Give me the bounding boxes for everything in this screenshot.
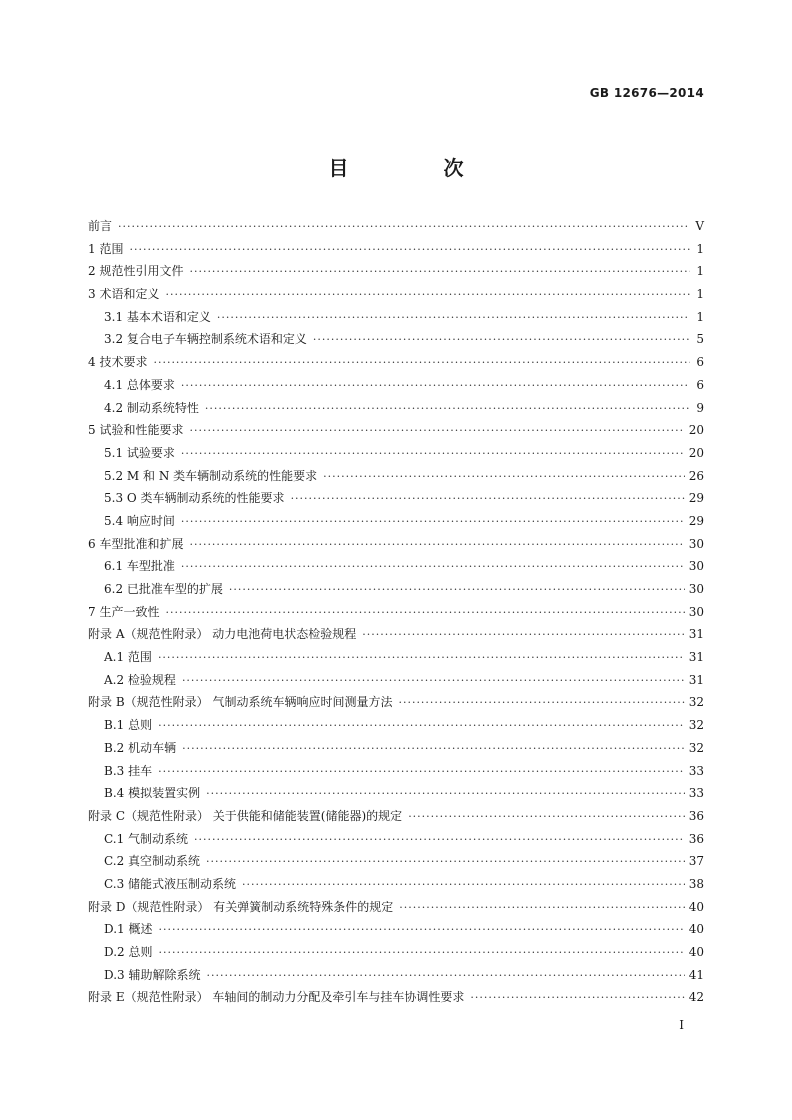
toc-entry-page: 40 [688, 922, 704, 937]
toc-entry-label: B.2 机动车辆 [104, 740, 177, 755]
toc-entry[interactable] [88, 419, 704, 442]
toc-entry-label: 3 术语和定义 [88, 287, 160, 302]
page-title: 目 次 [328, 156, 508, 180]
toc-leader-dots [118, 216, 690, 239]
toc-entry[interactable] [88, 691, 704, 714]
toc-entry-label: 5.4 响应时间 [104, 513, 175, 528]
toc-entry[interactable] [88, 397, 704, 420]
toc-leader-dots [398, 692, 684, 715]
toc-leader-dots [313, 329, 690, 352]
toc-entry[interactable] [88, 714, 704, 737]
toc-leader-dots [399, 897, 684, 920]
toc-leader-dots [189, 261, 690, 284]
toc-entry-label: 6.1 车型批准 [104, 559, 175, 574]
toc-entry[interactable] [88, 351, 704, 374]
toc-entry[interactable] [88, 828, 704, 851]
toc-entry[interactable] [88, 941, 704, 964]
toc-entry-label: A.1 范围 [104, 650, 152, 665]
toc-entry-label: 附录 C（规范性附录） 关于供能和储能装置(储能器)的规定 [88, 808, 403, 823]
toc-leader-dots [323, 466, 685, 489]
toc-entry-label: 6.2 已批准车型的扩展 [104, 582, 223, 596]
toc-leader-dots [189, 534, 684, 557]
toc-entry-page: 26 [688, 468, 704, 483]
toc-entry[interactable] [88, 442, 704, 465]
toc-entry-page: 6 [696, 377, 704, 392]
toc-entry[interactable] [88, 896, 704, 919]
toc-entry-label: A.2 检验规程 [104, 672, 176, 687]
toc-leader-dots [229, 579, 685, 602]
toc-entry-label: 4.1 总体要求 [104, 377, 175, 392]
toc-entry-label: 5.3 O 类车辆制动系统的性能要求 [104, 491, 285, 506]
toc-entry-page: 37 [688, 854, 704, 869]
toc-entry[interactable] [88, 873, 704, 896]
toc-entry-page: 30 [688, 604, 704, 619]
toc-entry-label: 2 规范性引用文件 [88, 264, 184, 279]
toc-entry-page: 9 [696, 400, 704, 415]
toc-entry-label: D.3 辅助解除系统 [104, 967, 201, 982]
toc-entry[interactable] [88, 623, 704, 646]
toc-entry-page: 1 [696, 287, 704, 302]
toc-entry-page: 33 [688, 763, 704, 778]
toc-entry-page: 20 [688, 445, 704, 460]
toc-entry-page: 40 [688, 945, 704, 959]
toc-entry-label: D.2 总则 [104, 945, 153, 959]
toc-entry-label: 附录 E（规范性附录） 车轴间的制动力分配及牵引车与挂车协调性要求 [88, 990, 465, 1005]
toc-entry[interactable] [88, 737, 704, 760]
toc-leader-dots [189, 420, 684, 443]
toc-entry[interactable] [88, 374, 704, 397]
toc-entry-page: 32 [688, 718, 704, 733]
toc-leader-dots [408, 806, 685, 829]
toc-entry-label: 3.2 复合电子车辆控制系统术语和定义 [104, 332, 307, 347]
toc-entry-page: 36 [688, 831, 704, 846]
toc-entry[interactable] [88, 283, 704, 306]
toc-entry[interactable] [88, 601, 704, 624]
toc-entry-label: 附录 B（规范性附录） 气制动系统车辆响应时间测量方法 [88, 695, 393, 710]
toc-entry-page: 31 [688, 672, 704, 687]
toc-entry-page: 41 [688, 967, 704, 982]
page-number: I [679, 1018, 684, 1032]
toc-entry[interactable] [88, 805, 704, 828]
toc-entry[interactable] [88, 215, 704, 238]
toc-entry-label: B.4 模拟装置实例 [104, 786, 201, 801]
toc-leader-dots [158, 761, 685, 784]
toc-entry-page: 38 [688, 876, 704, 891]
toc-leader-dots [206, 851, 685, 874]
toc-entry[interactable] [88, 964, 704, 987]
standard-code: GB 12676—2014 [589, 86, 704, 100]
toc-leader-dots [129, 239, 690, 262]
toc-entry-page: 42 [688, 990, 704, 1005]
toc-entry[interactable] [88, 760, 704, 783]
toc-entry-label: 附录 D（规范性附录） 有关弹簧制动系统特殊条件的规定 [88, 899, 394, 914]
toc-entry-label: 4.2 制动系统特性 [104, 400, 199, 415]
toc-leader-dots [206, 783, 685, 806]
toc-entry-page: 5 [696, 332, 704, 347]
toc-entry-label: C.3 储能式液压制动系统 [104, 876, 237, 891]
toc-leader-dots [217, 307, 690, 330]
toc-leader-dots [206, 965, 684, 988]
toc-entry[interactable] [88, 555, 704, 578]
toc-entry-page: 1 [696, 241, 704, 256]
table-of-contents [88, 215, 704, 1009]
toc-entry-page: 29 [688, 513, 704, 528]
toc-entry[interactable] [88, 850, 704, 873]
toc-entry-page: 1 [696, 264, 704, 279]
toc-leader-dots [182, 670, 685, 693]
toc-leader-dots [181, 556, 685, 579]
toc-entry[interactable] [88, 465, 704, 488]
toc-entry[interactable] [88, 918, 704, 941]
toc-entry-page: 32 [688, 740, 704, 755]
toc-entry-label: 前言 [88, 219, 113, 233]
toc-entry[interactable] [88, 986, 704, 1009]
toc-entry-page: 30 [688, 582, 704, 596]
toc-entry-page: 6 [696, 355, 704, 370]
toc-leader-dots [181, 375, 690, 398]
toc-entry-label: B.1 总则 [104, 718, 153, 733]
toc-entry-label: 5.2 M 和 N 类车辆制动系统的性能要求 [104, 468, 318, 483]
toc-entry-label: B.3 挂车 [104, 763, 153, 778]
toc-leader-dots [153, 352, 690, 375]
toc-leader-dots [181, 443, 685, 466]
toc-entry[interactable] [88, 306, 704, 329]
toc-entry-page: 20 [688, 423, 704, 438]
toc-entry-label: 5 试验和性能要求 [88, 423, 184, 438]
toc-entry[interactable] [88, 533, 704, 556]
toc-entry[interactable] [88, 238, 704, 261]
toc-entry[interactable] [88, 578, 704, 601]
toc-entry-page: 36 [688, 808, 704, 823]
toc-entry-page: 30 [688, 559, 704, 574]
toc-leader-dots [165, 284, 690, 307]
toc-leader-dots [194, 829, 685, 852]
toc-entry-page: 31 [688, 650, 704, 665]
toc-entry[interactable] [88, 510, 704, 533]
toc-entry-page: 31 [688, 627, 704, 642]
toc-entry[interactable] [88, 487, 704, 510]
toc-entry-label: 5.1 试验要求 [104, 445, 175, 460]
toc-entry[interactable] [88, 328, 704, 351]
toc-entry[interactable] [88, 782, 704, 805]
toc-entry-label: 附录 A（规范性附录） 动力电池荷电状态检验规程 [88, 627, 357, 642]
toc-leader-dots [291, 488, 685, 511]
toc-leader-dots [182, 738, 685, 761]
toc-leader-dots [158, 919, 684, 942]
toc-entry-page: V [695, 219, 704, 233]
toc-entry-label: C.1 气制动系统 [104, 831, 189, 846]
toc-entry-label: 7 生产一致性 [88, 604, 160, 619]
toc-entry-page: 30 [688, 536, 704, 551]
toc-entry-page: 33 [688, 786, 704, 801]
toc-entry-page: 40 [688, 899, 704, 914]
toc-leader-dots [181, 511, 685, 534]
toc-leader-dots [158, 942, 684, 965]
toc-entry-label: D.1 概述 [104, 922, 153, 937]
toc-leader-dots [165, 602, 684, 625]
toc-leader-dots [205, 398, 690, 421]
toc-entry-label: 3.1 基本术语和定义 [104, 309, 211, 324]
toc-entry-page: 1 [696, 309, 704, 324]
toc-entry-label: 4 技术要求 [88, 355, 148, 370]
toc-leader-dots [242, 874, 685, 897]
toc-entry-label: 1 范围 [88, 241, 124, 256]
toc-entry-page: 32 [688, 695, 704, 710]
toc-entry[interactable] [88, 260, 704, 283]
toc-leader-dots [158, 715, 685, 738]
toc-entry-label: 6 车型批准和扩展 [88, 536, 184, 551]
toc-entry-page: 29 [688, 491, 704, 506]
toc-entry-label: C.2 真空制动系统 [104, 854, 201, 869]
toc-entry[interactable] [88, 646, 704, 669]
toc-entry[interactable] [88, 669, 704, 692]
toc-leader-dots [470, 987, 684, 1010]
toc-leader-dots [158, 647, 685, 670]
toc-leader-dots [362, 624, 684, 647]
